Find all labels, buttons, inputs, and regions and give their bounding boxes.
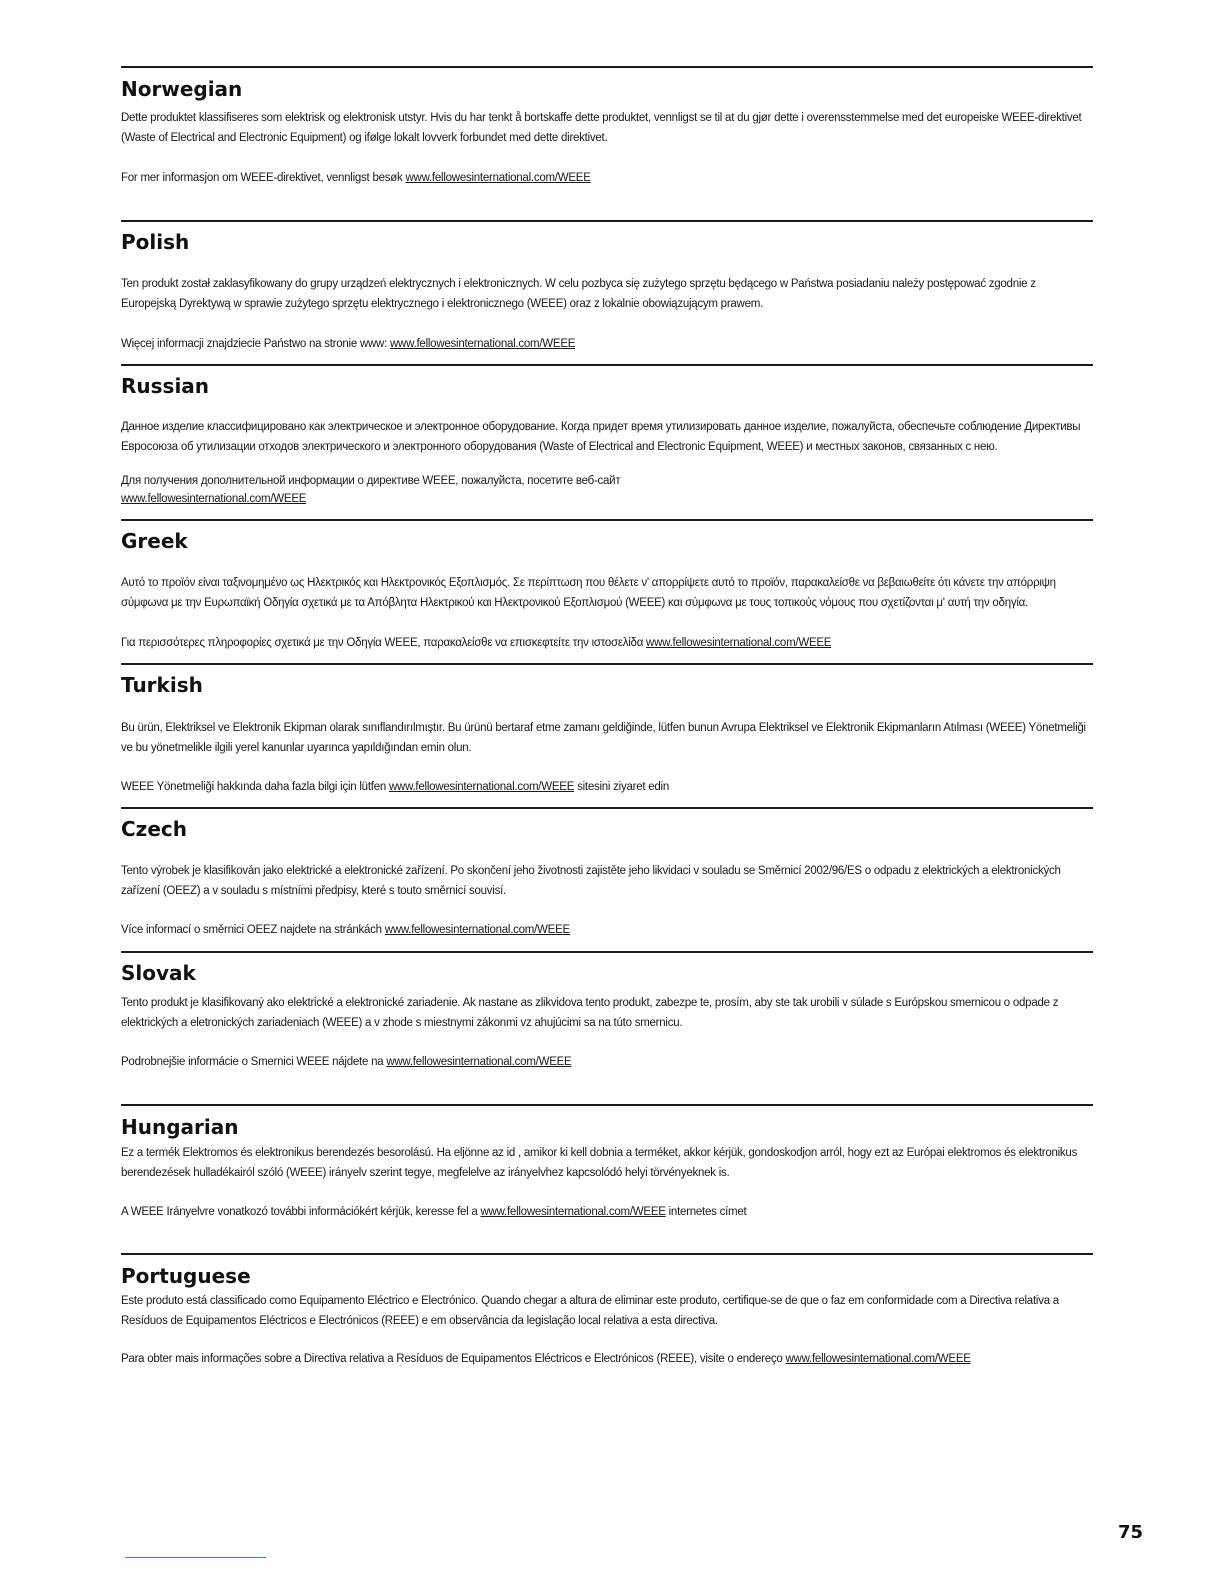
more-info-text: Więcej informacji znajdziecie Państwo na stronie www: (121, 338, 390, 350)
weee-link[interactable]: www.fellowesinternational.com/WEEE (480, 1206, 666, 1218)
weee-link[interactable]: www.fellowesinternational.com/WEEE (405, 172, 591, 184)
section-heading: Greek (121, 529, 188, 553)
more-info-text: WEEE Yönetmeliği hakkında daha fazla bilgi için lütfen (121, 781, 389, 793)
section-body: Ten produkt został zaklasyfikowany do grupy urządzeń elektrycznych i elektronicznych. W celu pozbyca się zużytego sprzętu będącego w Państwa posiadaniu należy postępować zgodnie z Europejską Dyrektywą w sprawie zużytego sprzętu elektrycznego i elektronicznego (WEEE) oraz z lokalnie obowiązującym prawem. (121, 278, 1036, 310)
section-heading: Portuguese (121, 1264, 251, 1288)
more-info-line (121, 334, 1093, 354)
section-divider (121, 1253, 1093, 1255)
section-divider (121, 364, 1093, 366)
more-info-line (121, 489, 1093, 509)
section-divider (121, 66, 1093, 68)
section-body: Este produto está classificado como Equipamento Eléctrico e Electrónico. Quando chegar a altura de eliminar este produto, certifique-se de que o faz em conformidade com a Directiva relativa a Resíduos de Equipamentos Eléctricos e Electrónicos (REEE) e em observância da legislação local relativa a esta directiva. (121, 1295, 1059, 1327)
more-info-line (121, 1349, 1093, 1369)
section-heading: Polish (121, 230, 190, 254)
more-info-text: Podrobnejšie informácie o Smernici WEEE nájdete na (121, 1056, 387, 1068)
weee-link[interactable]: www.fellowesinternational.com/WEEE (121, 493, 307, 505)
section-body: Dette produktet klassifiseres som elektrisk og elektronisk utstyr. Hvis du har tenkt å bortskaffe dette produktet, vennligst se til at du gjør dette i overensstemmelse med det europeiske WEEE-direktivet (Waste of Electrical and Electronic Equipment) og ifølge lokalt lovverk forbundet med dette direktivet. (121, 112, 1082, 144)
more-info-text: Для получения дополнительной информации о директиве WEEE, пожалуйста, посетите веб-сайт (121, 475, 621, 487)
section-heading: Turkish (121, 673, 203, 697)
more-info-text: Více informací o směrnici OEEZ najdete na stránkách (121, 924, 385, 936)
page-number: 75 (1118, 1522, 1144, 1543)
more-info-line (121, 777, 1093, 797)
weee-link[interactable]: www.fellowesinternational.com/WEEE (390, 338, 576, 350)
section-divider (121, 807, 1093, 809)
more-info-text: Για περισσότερες πληροφορίες σχετικά με την Οδηγία WEEE, παρακαλείσθε να επισκεφτείτε την ιστοσελίδα (121, 637, 647, 649)
weee-link[interactable]: www.fellowesinternational.com/WEEE (386, 1056, 572, 1068)
more-info-suffix: sitesini ziyaret edin (574, 781, 669, 793)
section-body: Tento výrobek je klasifikován jako elektrické a elektronické zařízení. Po skončení jeho životnosti zajistěte jeho likvidaci v souladu se Směrnicí 2002/96/ES o odpadu z elektrických a elektronických zařízení (OEEZ) a v souladu s místními předpisy, které s touto směrnicí souvisí. (121, 865, 1061, 897)
section-body: Ez a termék Elektromos és elektronikus berendezés besorolású. Ha eljönne az id , amikor ki kell dobnia a terméket, akkor kérjük, gondoskodjon arról, hogy ezt az Európai elektromos és elektronikus berendezések hulladékairól szóló (WEEE) irányelv szerint tegye, megfelelve az irányelvhez kapcsolódó helyi törvényeknek is. (121, 1147, 1078, 1179)
section-divider (121, 951, 1093, 953)
section-heading: Czech (121, 817, 187, 841)
more-info-line (121, 633, 1093, 653)
more-info-line (121, 920, 1093, 940)
more-info-text: For mer informasjon om WEEE-direktivet, vennligst besøk (121, 172, 406, 184)
section-body: Tento produkt je klasifikovaný ako elektrické a elektronické zariadenie. Ak nastane as zlikvidova tento produkt, zabezpe te, prosím, aby ste tak urobili v súlade s Európskou smernicou o odpade z elektrických a eletronických zariadeniach (WEEE) a v zhode s miestnymi zákonmi vz ahujúcimi sa na túto smernicu. (121, 997, 1059, 1029)
section-heading: Norwegian (121, 77, 243, 101)
weee-link[interactable]: www.fellowesinternational.com/WEEE (785, 1353, 971, 1365)
section-heading: Russian (121, 374, 210, 398)
more-info-suffix: internetes címet (665, 1206, 747, 1218)
weee-link[interactable]: www.fellowesinternational.com/WEEE (384, 924, 570, 936)
section-divider (121, 220, 1093, 222)
section-divider (121, 663, 1093, 665)
section-heading: Slovak (121, 961, 196, 985)
section-divider (121, 1104, 1093, 1106)
more-info-line (121, 1202, 1093, 1222)
weee-link[interactable]: www.fellowesinternational.com/WEEE (388, 781, 575, 793)
section-heading: Hungarian (121, 1115, 239, 1139)
more-info-line (121, 1052, 1093, 1072)
section-body: Αυτό το προϊόν είναι ταξινομημένο ως Ηλεκτρικός και Ηλεκτρονικός Εξοπλισμός. Σε περίπτωση που θέλετε ν' απορρίψετε αυτό το προϊόν, παρακαλείσθε να βεβαιωθείτε ότι κάνετε την απόρριψη σύμφωνα με την Ευρωπαϊκή Οδηγία σχετικά με τα Απόβλητα Ηλεκτρικού και Ηλεκτρονικού Εξοπλισμού (WEEE) και σύμφωνα με τους τοπικούς νόμους που σχετίζονται μ' αυτή την οδηγία. (121, 577, 1056, 609)
section-divider (121, 519, 1093, 521)
more-info-line (121, 168, 1093, 188)
more-info-text: Para obter mais informações sobre a Directiva relativa a Resíduos de Equipamentos Eléctricos e Electrónicos (REEE), visite o endereço (121, 1353, 786, 1365)
section-body: Bu ürün, Elektriksel ve Elektronik Ekipman olarak sınıflandırılmıştır. Bu ürünü bertaraf etme zamanı geldiğinde, lütfen bunun Avrupa Elektriksel ve Elektronik Ekipmanların Atılması (WEEE) Yönetmeliği ve bu yönetmelikle ilgili yerel kanunlar uyarınca yapıldığından emin olun. (121, 722, 1086, 754)
footer-divider (125, 1557, 266, 1558)
more-info-text: A WEEE Irányelvre vonatkozó további információkért kérjük, keresse fel a (121, 1206, 481, 1218)
weee-link[interactable]: www.fellowesinternational.com/WEEE (646, 637, 832, 649)
section-body: Данное изделие классифицировано как электрическое и электронное оборудование. Когда придет время утилизировать данное изделие, пожалуйста, обеспечьте соблюдение Директивы Евросоюза об утилизации отходов электрического и электронного оборудования (Waste of Electrical and Electronic Equipment, WEEE) и местных законов, связанных с нею. (121, 421, 1081, 453)
